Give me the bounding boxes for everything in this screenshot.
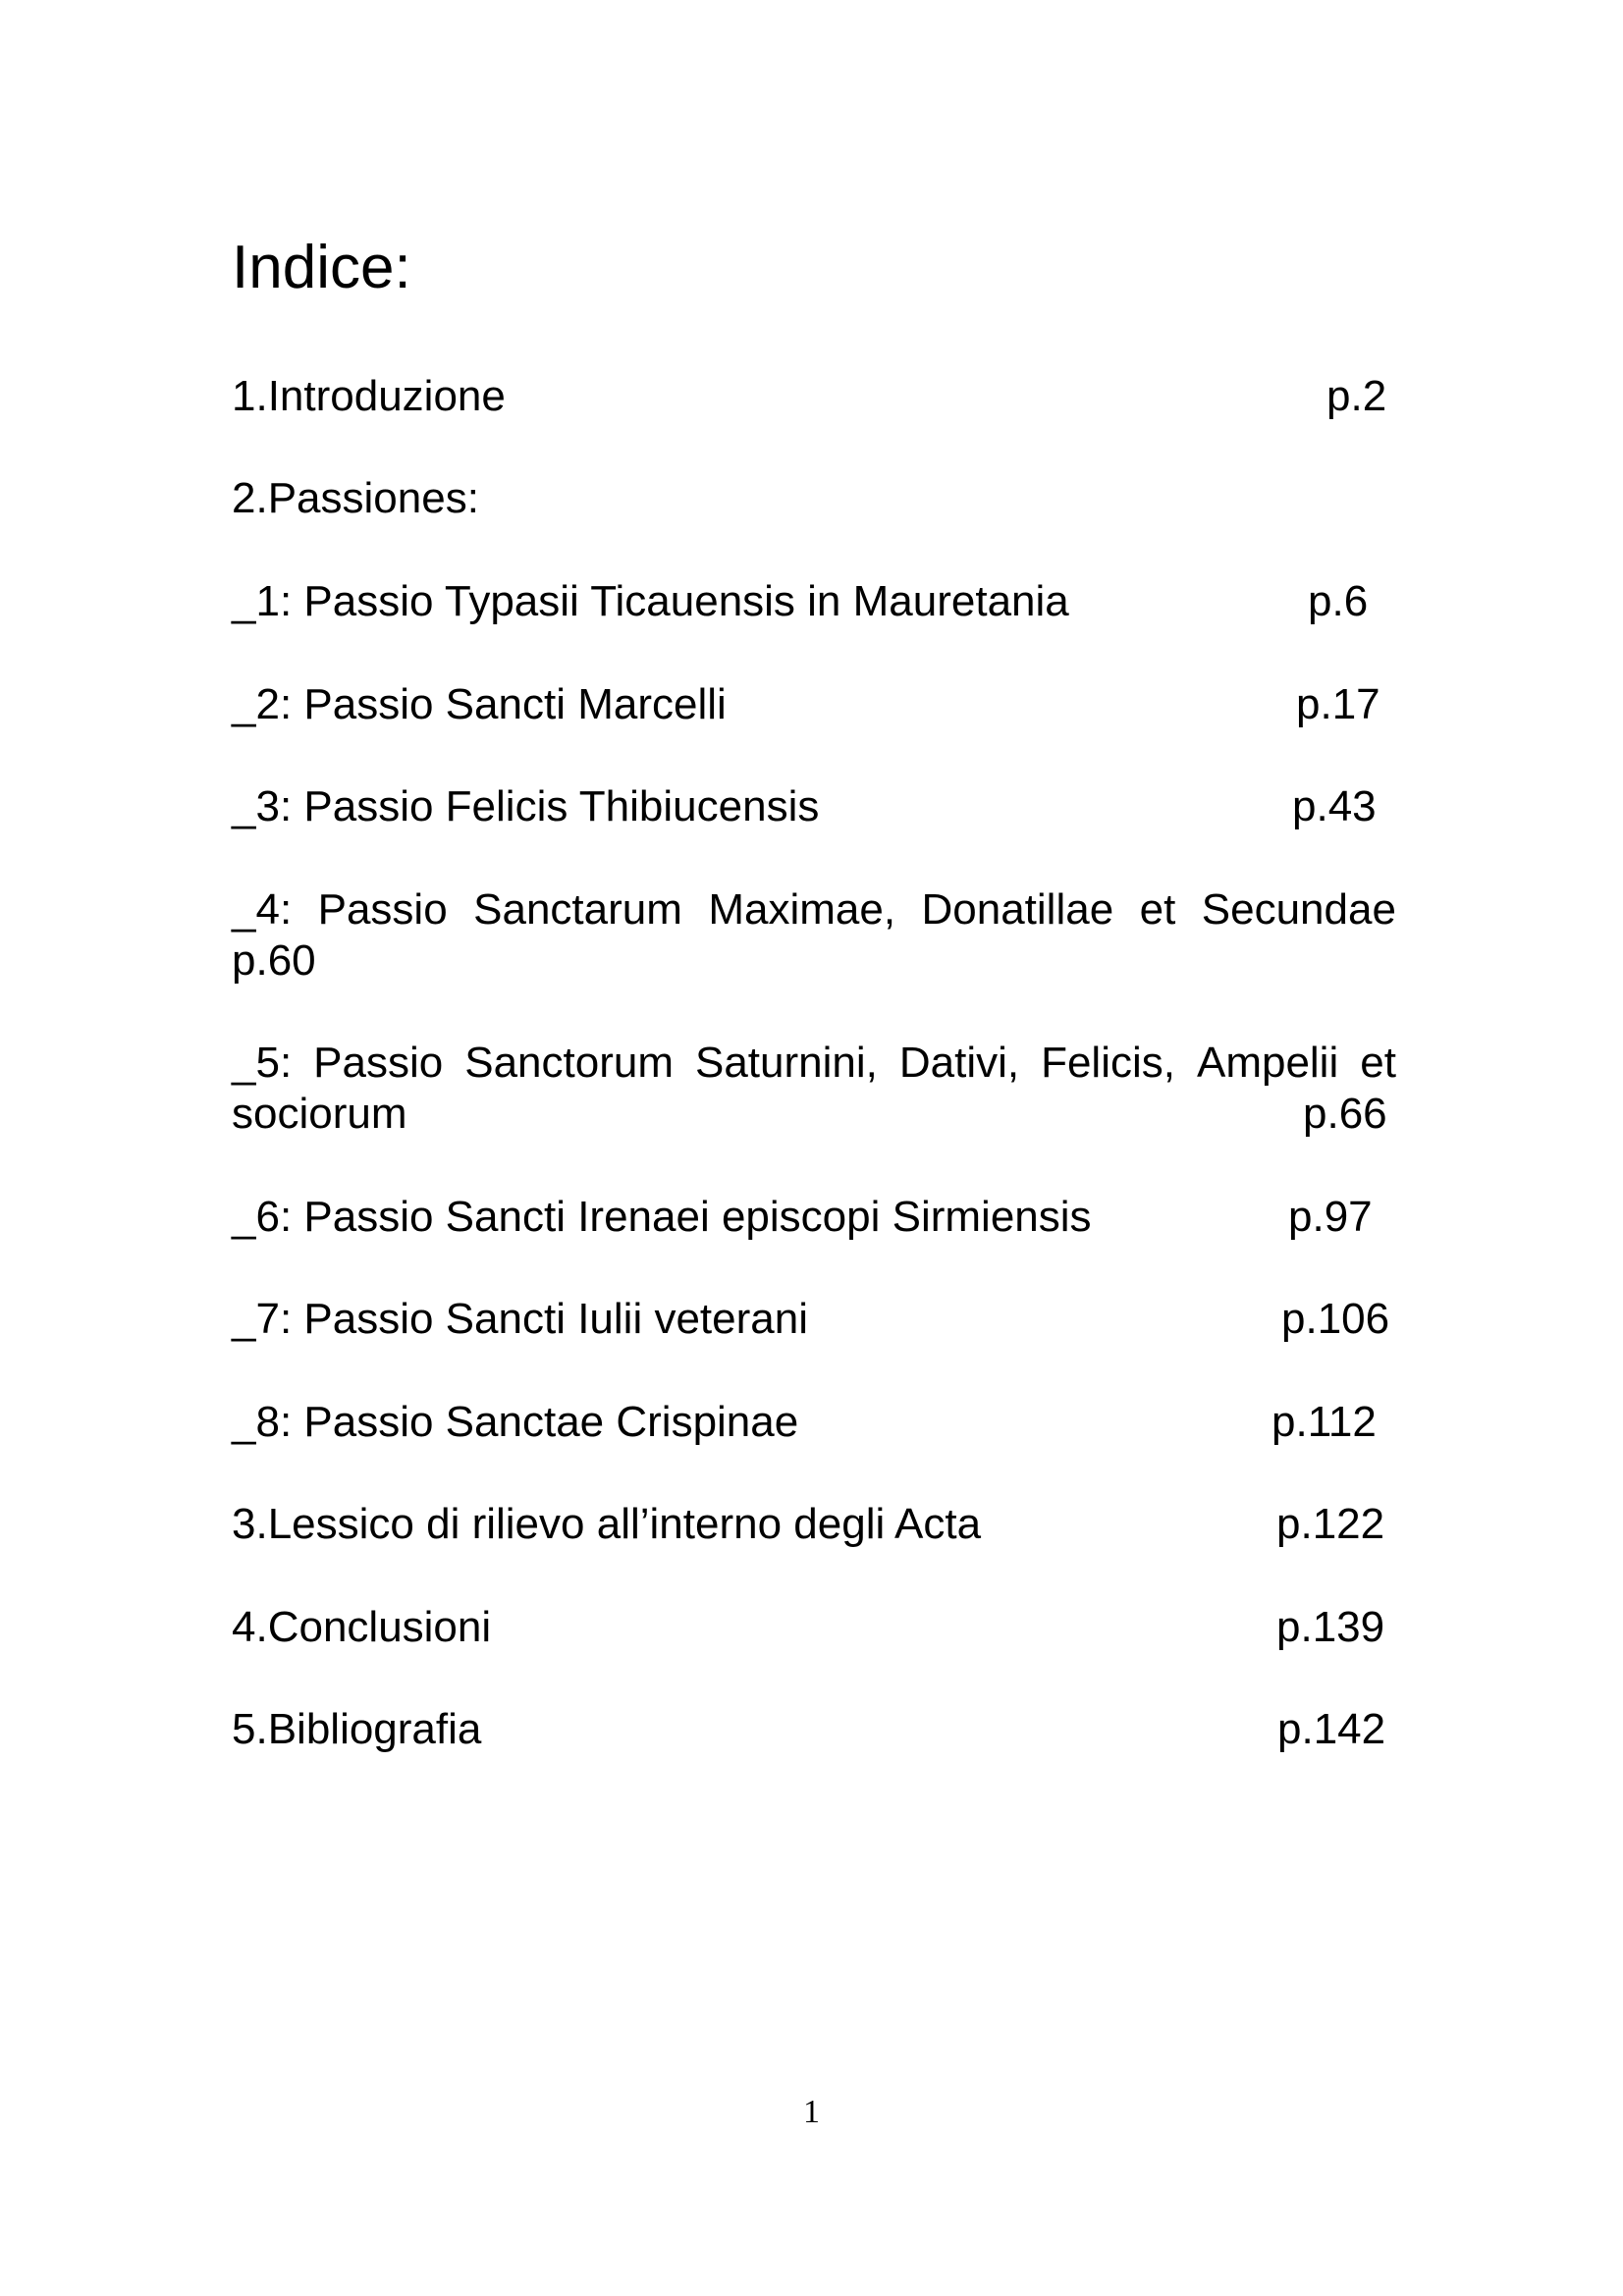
toc-entry-page: p.97 — [1288, 1193, 1373, 1241]
toc-entry-page: p.139 — [1276, 1603, 1385, 1651]
toc-entry-label: 2.Passiones: — [232, 474, 479, 522]
toc-entry-page: p.106 — [1281, 1295, 1390, 1343]
toc-entry-passio-3 — [232, 781, 1390, 832]
toc-entry-passio-4-page: p.60 — [232, 936, 316, 985]
toc-word: et — [1360, 1039, 1396, 1087]
toc-entry-label: _2: Passio Sancti Marcelli — [232, 680, 727, 728]
toc-word: Donatillae — [921, 885, 1114, 934]
toc-entry-passio-1 — [232, 576, 1390, 627]
toc-entry-page: p.43 — [1292, 782, 1377, 830]
toc-entry-introduzione — [232, 371, 1390, 422]
toc-word: Passio — [313, 1039, 444, 1087]
toc-entry-label: 4.Conclusioni — [232, 1603, 492, 1651]
page-number: 1 — [803, 2094, 820, 2130]
toc-entry-label: 3.Lessico di rilievo all’interno degli Acta — [232, 1500, 982, 1548]
toc-entry-page: p.66 — [1303, 1090, 1387, 1138]
toc-word: Secundae — [1201, 885, 1396, 934]
toc-word: _5: — [232, 1039, 293, 1087]
toc-entry-passio-5-line2 — [232, 1089, 1390, 1140]
toc-entry-label: _8: Passio Sanctae Crispinae — [232, 1398, 799, 1446]
toc-word: Sanctarum — [473, 885, 682, 934]
toc-entry-lessico — [232, 1499, 1390, 1550]
page-title: Indice: — [232, 234, 411, 301]
toc-word: Passio — [317, 885, 448, 934]
toc-entry-label: 1.Introduzione — [232, 372, 506, 420]
toc-entry-passio-5-line1 — [232, 1038, 1396, 1089]
toc-word: Ampelii — [1196, 1039, 1339, 1087]
toc-entry-passio-7 — [232, 1294, 1390, 1345]
toc-word: Maximae, — [708, 885, 896, 934]
toc-word: Saturnini, — [694, 1039, 878, 1087]
toc-entry-label: _3: Passio Felicis Thibiucensis — [232, 782, 820, 830]
toc-entry-page: p.122 — [1276, 1500, 1385, 1548]
toc-entry-passio-4-line1 — [232, 884, 1396, 935]
toc-entry-label: _6: Passio Sancti Irenaei episcopi Sirmiensis — [232, 1193, 1092, 1241]
toc-entry-passiones — [232, 473, 1390, 524]
toc-word: Sanctorum — [464, 1039, 674, 1087]
toc-word: _4: — [232, 885, 293, 934]
toc-entry-page: p.2 — [1326, 372, 1387, 420]
toc-entry-page: p.6 — [1308, 577, 1369, 625]
toc-entry-label: _7: Passio Sancti Iulii veterani — [232, 1295, 808, 1343]
toc-word: Dativi, — [898, 1039, 1020, 1087]
toc-entry-label: 5.Bibliografia — [232, 1705, 482, 1753]
toc-entry-passio-8 — [232, 1397, 1390, 1448]
toc-entry-conclusioni — [232, 1602, 1390, 1653]
toc-entry-passio-2 — [232, 679, 1390, 730]
toc-entry-page: p.112 — [1271, 1398, 1377, 1446]
toc-entry-page: p.17 — [1296, 680, 1380, 728]
toc-entry-label: _1: Passio Typasii Ticauensis in Mauretania — [232, 577, 1069, 625]
toc-entry-page: p.142 — [1277, 1705, 1386, 1753]
toc-entry-passio-6 — [232, 1192, 1390, 1243]
toc-entry-label: sociorum — [232, 1090, 407, 1138]
toc-entry-bibliografia — [232, 1704, 1390, 1755]
toc-word: Felicis, — [1041, 1039, 1175, 1087]
toc-word: et — [1139, 885, 1176, 934]
